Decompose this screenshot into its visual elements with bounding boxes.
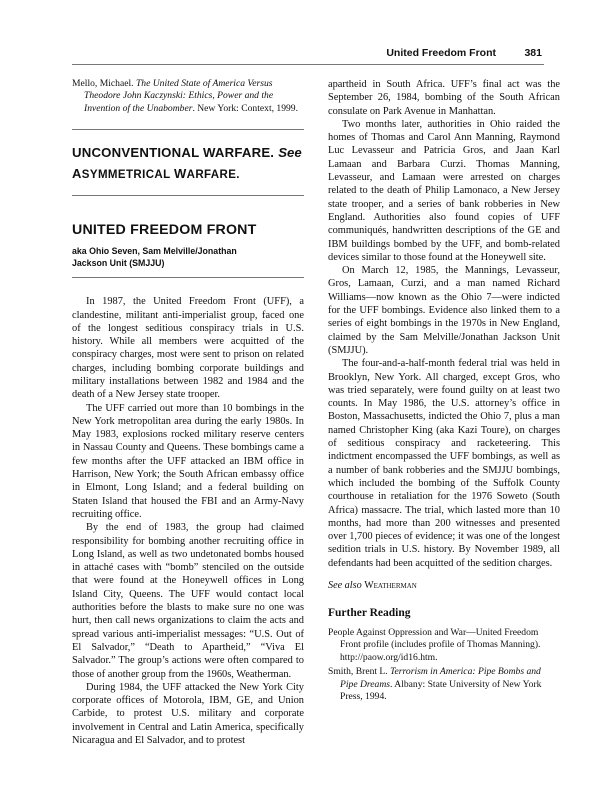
- divider: [72, 195, 304, 196]
- see-also-label: See also: [328, 579, 362, 591]
- reference-author: Mello, Michael.: [72, 78, 136, 89]
- ref-text: People Against Oppression and War—United Freedom Front profile (includes profile of Thomas Manning). http://paow.org/id16.htm.: [328, 626, 541, 663]
- divider: [72, 277, 304, 278]
- paragraph: The four-and-a-half-month federal trial was held in Brooklyn, New York. All charged, except Gros, who was tried separately, were found guilty on at least two counts. In May 1986, the U.S. attorney’s office in Boston, Massachusetts, indicted the Ohio 7, plus a man named Christopher King (aka Kazi Toure), on charges of seditious conspiracy and racketeering. This indictment encompassed the UFF bombings, as well as a number of bank robberies and the SMJJU bombings, which included the bombing of the Suffolk County courthouse in retaliation for the 1976 Soweto (South Africa) massacre. The trial, which lasted more than 10 months, had more than 200 witnesses and presented over 1,700 pieces of evidence; it was one of the longest sedition trials in U.S. history. By November 1989, all defendants had been acquitted of the sedition charges.: [328, 358, 560, 569]
- see-also: [328, 580, 560, 591]
- see-also-link[interactable]: Weatherman: [364, 579, 417, 591]
- target-initial-w: W: [173, 166, 187, 182]
- further-reading-item: [328, 627, 560, 664]
- target-rest-a: SYMMETRICAL: [81, 169, 171, 182]
- target-rest-w: ARFARE.: [186, 169, 240, 182]
- running-title: United Freedom Front: [386, 47, 496, 59]
- cross-reference-entry: [72, 144, 304, 181]
- paragraph: Two months later, authorities in Ohio raided the homes of Thomas and Carol Ann Manning, Raymond Luc Levasseur and Patricia Gros, and Jaan Karl Lamaan and Barbara Curzi. Thomas Manning, Levasseur, and Lamaan were arrested on charges related to the death of Philip Lamonaco, a New Jersey state trooper, and a series of bank robberies in New England. Authorities also found copies of UFF communiqués, handwritten descriptions of the GE and IBM buildings bombed by the UFF, and bomb-related devices similar to those found at the Honeywell site.: [328, 118, 560, 263]
- paragraph: During 1984, the UFF attacked the New York City corporate offices of Motorola, IBM, GE, and Union Carbide, to protest U.S. military and corporate involvement in Central and Latin America, specifically Nicaragua and El Salvador, and to protest: [72, 681, 304, 747]
- cross-reference-target: [72, 166, 304, 181]
- paragraph: apartheid in South Africa. UFF’s final act was the September 26, 1984, bombing of the South African consulate on Park Avenue in Manhattan.: [328, 79, 560, 117]
- paragraph: In 1987, the United Freedom Front (UFF), a clandestine, militant anti-imperialist group, faced one of the longest seditious conspiracy trials in U.S. history. While all members were acquitted of the conspiracy charges, most were sent to prison on related charges, including bombing corporate buildings and military installations between 1982 and 1984 and the death of a New Jersey state trooper.: [72, 296, 304, 401]
- cross-reference-term: UNCONVENTIONAL WARFARE.: [72, 145, 275, 161]
- entry-header: [72, 222, 304, 269]
- reference-publisher: . New York: Context, 1999.: [192, 102, 298, 114]
- further-reading-list: [328, 627, 560, 703]
- left-column: [72, 78, 304, 747]
- ref-publisher: . Albany: State University of New York Press, 1994.: [340, 678, 542, 703]
- paragraph: By the end of 1983, the group had claimed responsibility for bombing another recruiting office in Long Island, as well as two undetonated bombs housed in attaché cases with “bomb” stenciled on the outside that were found at the Honeywell offices in Long Island City, Queens. The UFF would contact local authorities before the blasts to make sure no one was hurt, then call news organizations to claim the acts and spread various anti-imperialist messages: “U.S. Out of El Salvador,” “Death to Apartheid,” “Viva El Salvador.” The group’s actions were often compared to those of another group from the 1960s, Weatherman.: [72, 522, 304, 680]
- running-head: [72, 44, 544, 65]
- entry-title: UNITED FREEDOM FRONT: [72, 222, 257, 239]
- cross-reference-heading: [72, 144, 304, 162]
- paragraph: The UFF carried out more than 10 bombings in the New York metropolitan area during the early 1980s. In May 1983, explosions rocked military reserve centers in Nassau County and Queens. These bombings came a few months after the UFF attacked an IBM office in Harrison, New York; the South African embassy office in Elmont, Long Island; and a federal building on Staten Island that housed the FBI and an Army-Navy recruiting office.: [72, 402, 304, 520]
- entry-aka: aka Ohio Seven, Sam Melville/Jonathan Jackson Unit (SMJJU): [72, 246, 237, 269]
- target-initial-a: A: [72, 166, 82, 182]
- right-column: [328, 78, 560, 703]
- paragraph: On March 12, 1985, the Mannings, Levasseur, Gros, Lamaan, Curzi, and a man named Richard Williams—now known as the Ohio 7—were indicted for the UFF bombings. Evidence also linked them to a series of eight bombings in the 1970s in New England, claimed by the Sam Melville/Jonathan Jackson Unit (SMJJU).: [328, 265, 560, 356]
- cross-reference-see: See: [278, 145, 302, 161]
- ref-author: Smith, Brent L.: [328, 666, 391, 678]
- further-reading-heading: Further Reading: [328, 606, 411, 619]
- page-number: 381: [524, 47, 542, 59]
- ref-title: Terrorism in America: Pipe Bombs and Pipe Dreams: [340, 666, 541, 690]
- reference-mello: [72, 78, 304, 115]
- reference-title: The United State of America Versus Theodore John Kaczynski: Ethics, Power and the Invention of the Unabomber: [84, 78, 274, 114]
- further-reading-item: [328, 666, 560, 703]
- divider: [72, 129, 304, 130]
- entry-body-left: [72, 295, 304, 747]
